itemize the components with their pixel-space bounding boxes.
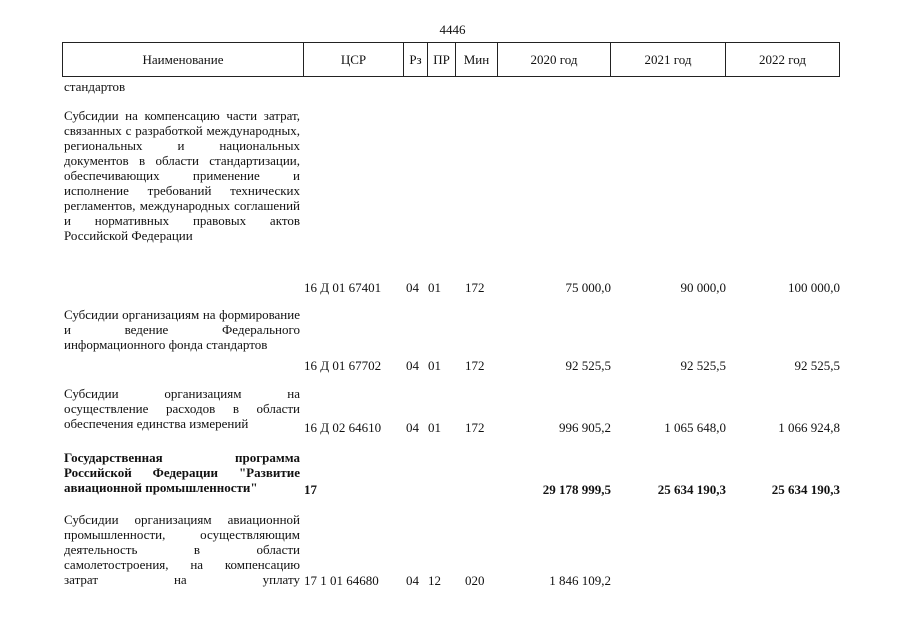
- row-1-min: 172: [465, 280, 485, 295]
- header-min: Мин: [455, 43, 497, 76]
- row-2-pr: 01: [428, 358, 441, 373]
- page-number: 4446: [439, 22, 466, 37]
- row-3-2022: 1 066 924,8: [778, 420, 840, 435]
- row-5-2020: 1 846 109,2: [549, 573, 611, 588]
- header-2020: 2020 год: [497, 43, 610, 76]
- row-1-rz: 04: [406, 280, 419, 295]
- row-2-name: Субсидии организациям на формирование и ведение Федерального информационного фонда стандартов: [64, 307, 300, 352]
- row-1-csr: 16 Д 01 67401: [304, 280, 382, 295]
- header-csr: ЦСР: [303, 43, 403, 76]
- table-header: [62, 42, 840, 77]
- header-pr: ПР: [427, 43, 455, 76]
- row-2-min: 172: [465, 358, 485, 373]
- row-2-2022: 92 525,5: [794, 358, 840, 373]
- row-1-2021: 90 000,0: [680, 280, 726, 295]
- row-5-pr: 12: [428, 573, 441, 588]
- row-5-name: Субсидии организациям авиационной промышленности, осуществляющим деятельность в области самолетостроения, на компенсацию затрат на уплату: [64, 512, 300, 587]
- row-5-min: 020: [465, 573, 485, 588]
- header-name: Наименование: [142, 52, 224, 67]
- row-5-csr: 17 1 01 64680: [304, 573, 379, 588]
- header-2022: 2022 год: [725, 43, 839, 76]
- row-5-rz: 04: [406, 573, 419, 588]
- row-4-csr: 17: [304, 482, 317, 497]
- row-4-2021: 25 634 190,3: [657, 482, 726, 497]
- header-rz: Рз: [403, 43, 427, 76]
- row-3-2020: 996 905,2: [559, 420, 611, 435]
- row-1-2020: 75 000,0: [565, 280, 611, 295]
- row-2-csr: 16 Д 01 67702: [304, 358, 382, 373]
- row-1-pr: 01: [428, 280, 441, 295]
- row-2-rz: 04: [406, 358, 419, 373]
- row-1-2022: 100 000,0: [788, 280, 840, 295]
- row-4-2020: 29 178 999,5: [542, 482, 611, 497]
- row-2-2021: 92 525,5: [680, 358, 726, 373]
- row-4-name: Государственная программа Российской Федерации "Развитие авиационной промышленности": [64, 450, 300, 495]
- continuation-text: стандартов: [64, 79, 126, 94]
- row-3-pr: 01: [428, 420, 441, 435]
- row-3-rz: 04: [406, 420, 419, 435]
- row-4-2022: 25 634 190,3: [771, 482, 840, 497]
- row-1-name: Субсидии на компенсацию части затрат, связанных с разработкой международных, региональных и национальных документов в области стандартизации, обеспечивающих применение и исполнение требований технических регламентов, международных соглашений и нормативных правовых актов Российской Федерации: [64, 108, 300, 243]
- header-2021: 2021 год: [610, 43, 725, 76]
- row-2-2020: 92 525,5: [565, 358, 611, 373]
- row-3-csr: 16 Д 02 64610: [304, 420, 382, 435]
- row-3-2021: 1 065 648,0: [664, 420, 726, 435]
- row-3-min: 172: [465, 420, 485, 435]
- row-3-name: Субсидии организациям на осуществление расходов в области обеспечения единства измерений: [64, 386, 300, 431]
